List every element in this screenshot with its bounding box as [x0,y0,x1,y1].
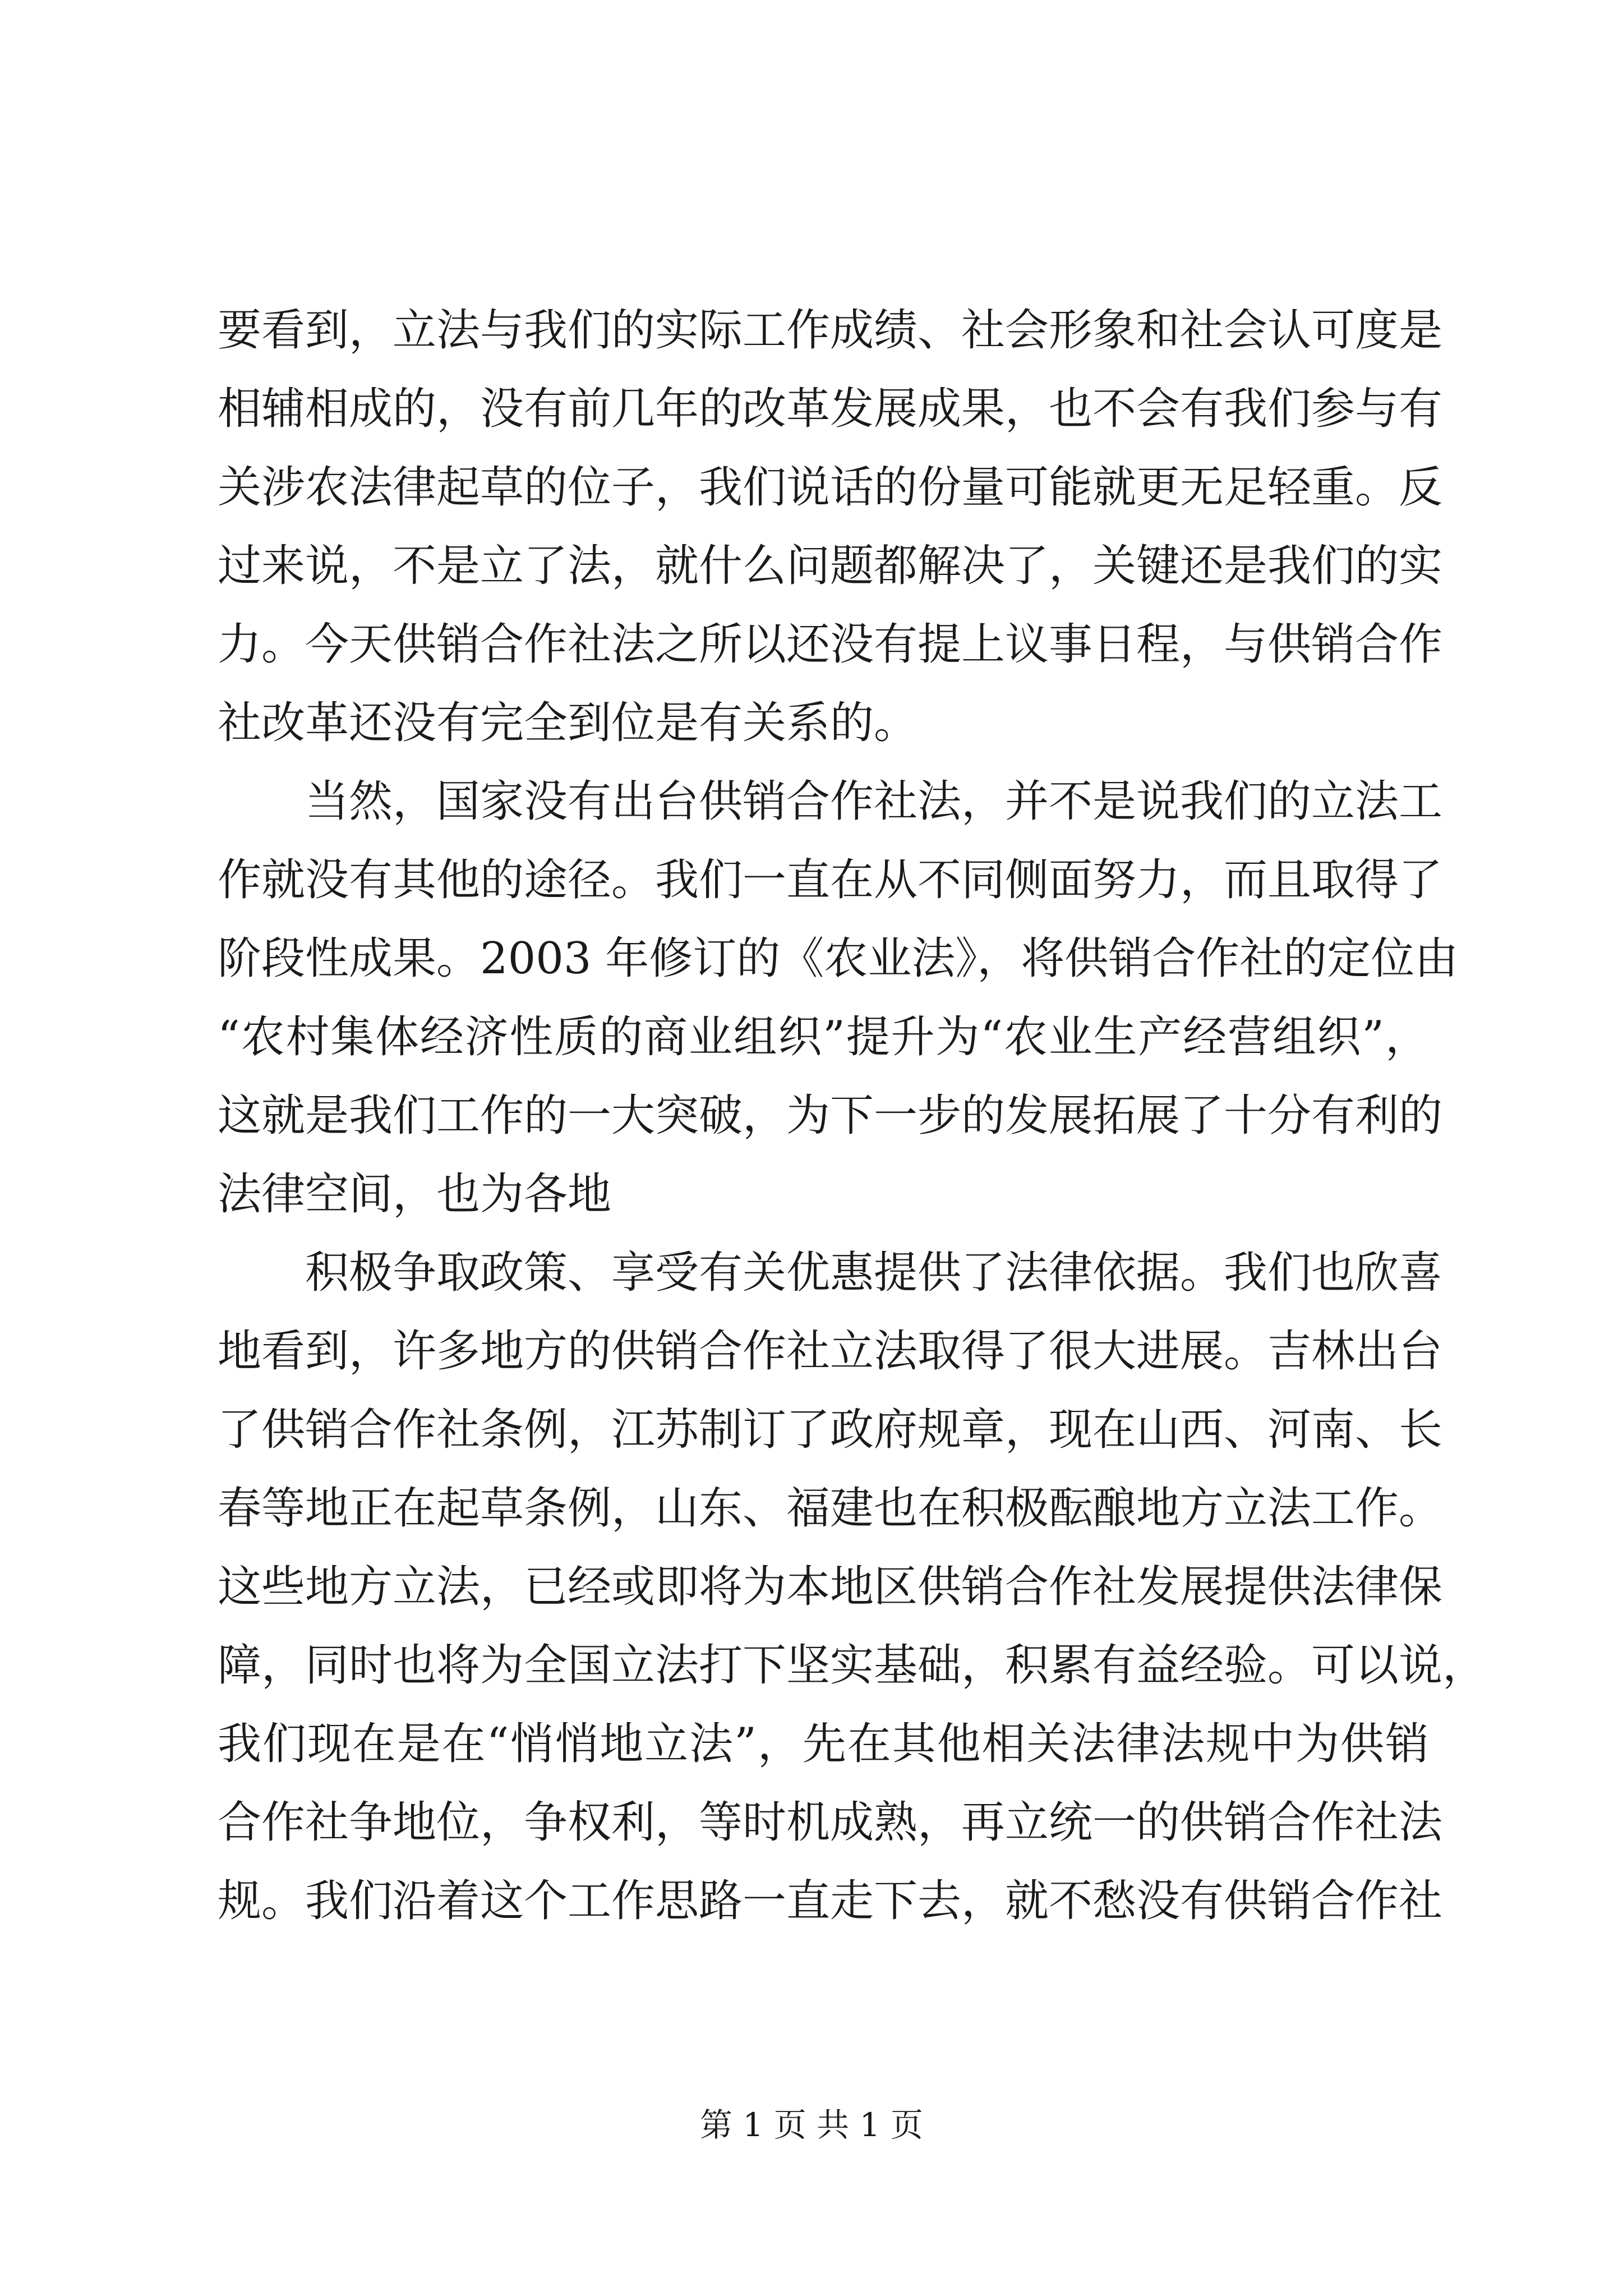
text-line: 这就是我们工作的一大突破，为下一步的发展拓展了十分有利的 [218,1091,1443,1141]
text-line: 相辅相成的，没有前几年的改革发展成果，也不会有我们参与有 [218,384,1443,434]
text-line: 合作社争地位，争权利，等时机成熟，再立统一的供销合作社法 [218,1797,1443,1848]
text-line: 这些地方立法，已经或即将为本地区供销合作社发展提供法律保 [218,1562,1443,1612]
paragraph-first-line: 当然，国家没有出台供销合作社法，并不是说我们的立法工 [305,776,1443,827]
paragraph-first-line: 积极争取政策、享受有关优惠提供了法律依据。我们也欣喜 [305,1248,1443,1298]
text-line: 地看到，许多地方的供销合作社立法取得了很大进展。吉林出台 [218,1326,1443,1377]
text-line: 力。今天供销合作社法之所以还没有提上议事日程，与供销合作 [218,619,1443,670]
text-line: 关涉农法律起草的位子，我们说话的份量可能就更无足轻重。反 [218,462,1443,513]
page-number-footer: 第 1 页 共 1 页 [700,2106,923,2144]
text-line: 过来说，不是立了法，就什么问题都解决了，关键还是我们的实 [218,541,1443,591]
text-line: 要看到，立法与我们的实际工作成绩、社会形象和社会认可度是 [218,305,1443,356]
text-line: 春等地正在起草条例，山东、福建也在积极酝酿地方立法工作。 [218,1483,1443,1534]
text-line: 障，同时也将为全国立法打下坚实基础，积累有益经验。可以说， [218,1640,1487,1691]
text-line: 阶段性成果。2003 年修订的《农业法》，将供销合作社的定位由 [218,933,1459,984]
text-line: 我们现在是在“悄悄地立法”，先在其他相关法律法规中为供销 [218,1719,1429,1769]
text-line: 社改革还没有完全到位是有关系的。 [218,698,918,748]
text-line: 了供销合作社条例，江苏制订了政府规章，现在山西、河南、长 [218,1405,1443,1455]
text-line: 作就没有其他的途径。我们一直在从不同侧面努力，而且取得了 [218,855,1443,905]
text-line: 规。我们沿着这个工作思路一直走下去，就不愁没有供销合作社 [218,1876,1443,1926]
text-line: “农村集体经济性质的商业组织”提升为“农业生产经营组织”， [218,1012,1429,1062]
text-line: 法律空间，也为各地 [218,1169,612,1220]
